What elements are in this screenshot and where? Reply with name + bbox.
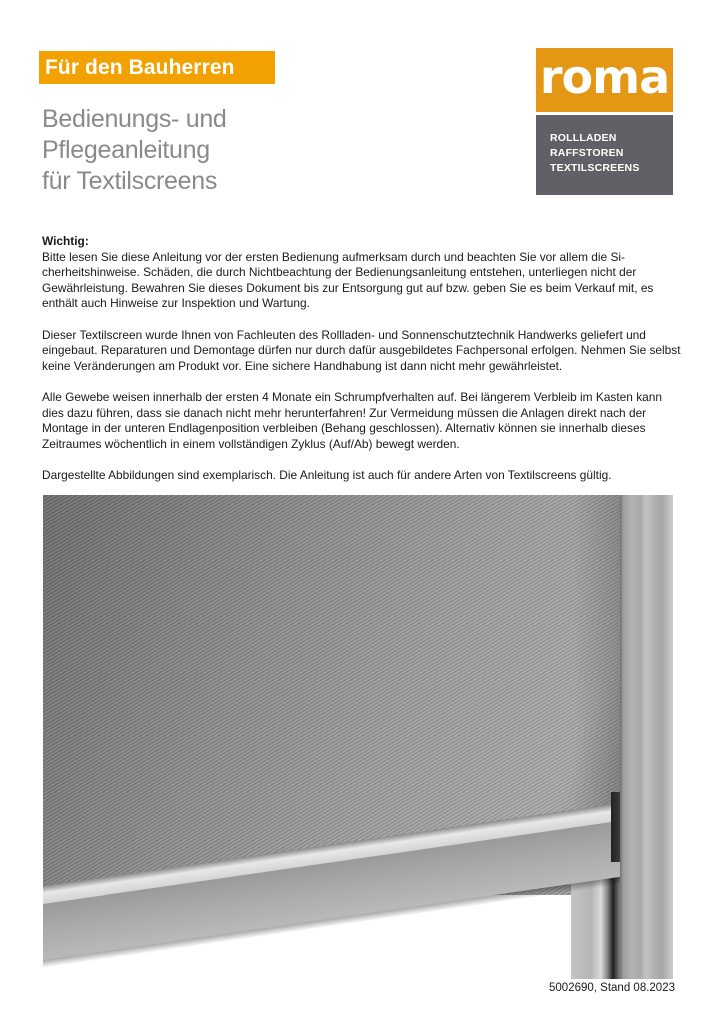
document-title (42, 104, 227, 197)
logo-wordmark: roma (539, 50, 670, 104)
logo-wordmark-panel (536, 48, 673, 112)
roma-logo (536, 48, 673, 195)
logo-product-line: ROLLLADEN (550, 132, 617, 144)
logo-product-line: RAFFSTOREN (550, 147, 624, 159)
paragraph-installation: Dieser Textilscreen wurde Ihnen von Fachleuten des Rollladen- und Sonnenschutztechnik Handwerks geliefert und eingebaut. Reparaturen und Demontage dürfen nur durch dafür ausgebildetes Fachpersonal erfolgen. Nehmen Sie selbst keine Veränderungen am Produkt vor. Eine sichere Handhabung ist dann nicht mehr gewährleistet. (42, 327, 681, 373)
title-line: Pflegeanleitung (42, 136, 210, 164)
side-frame-rail (620, 495, 673, 979)
paragraph-illustrations: Dargestellte Abbildungen sind exemplarisch. Die Anleitung ist auch für andere Arten von Textilscreens gültig. (42, 467, 612, 482)
title-line: Bedienungs- und (42, 105, 227, 133)
audience-tag: Für den Bauherren (39, 51, 275, 84)
logo-product-line: TEXTILSCREENS (550, 162, 640, 174)
important-heading: Wichtig: (42, 234, 89, 248)
logo-product-panel (536, 115, 673, 195)
body-text (42, 234, 682, 499)
document-reference: 5002690, Stand 08.2023 (549, 982, 675, 994)
paragraph-shrinkage: Alle Gewebe weisen innerhalb der ersten 4 Monate ein Schrumpfverhalten auf. Bei längerem Verbleib im Kasten kann dies dazu führen, dass sie danach nicht mehr herunterfahren! Zur Vermeidung müssen die Anlagen direkt nach der Montage in der unteren Endlagenposition verbleiben (Behang geschlossen). Alternativ können sie innerhalb dieses Zeitraumes wöchentlich in einem vollständigen Zyklus (Auf/Ab) bewegt werden. (42, 389, 662, 451)
product-photo (43, 495, 673, 979)
title-line: für Textilscreens (42, 167, 218, 195)
paragraph-reading-notice: Bitte lesen Sie diese Anleitung vor der ersten Bedienung aufmerksam durch und beachten Sie vor allem die Si-cherheitshinweise. Schäden, die durch Nichtbeachtung der Bedienungsanleitung entstehen, unterliegen nicht der Gewährleistung. Bewahren Sie dieses Dokument bis zur Entsorgung gut auf bzw. geben Sie es beim Verkauf mit, es enthält auch Hinweise zur Inspektion und Wartung. (42, 249, 654, 311)
